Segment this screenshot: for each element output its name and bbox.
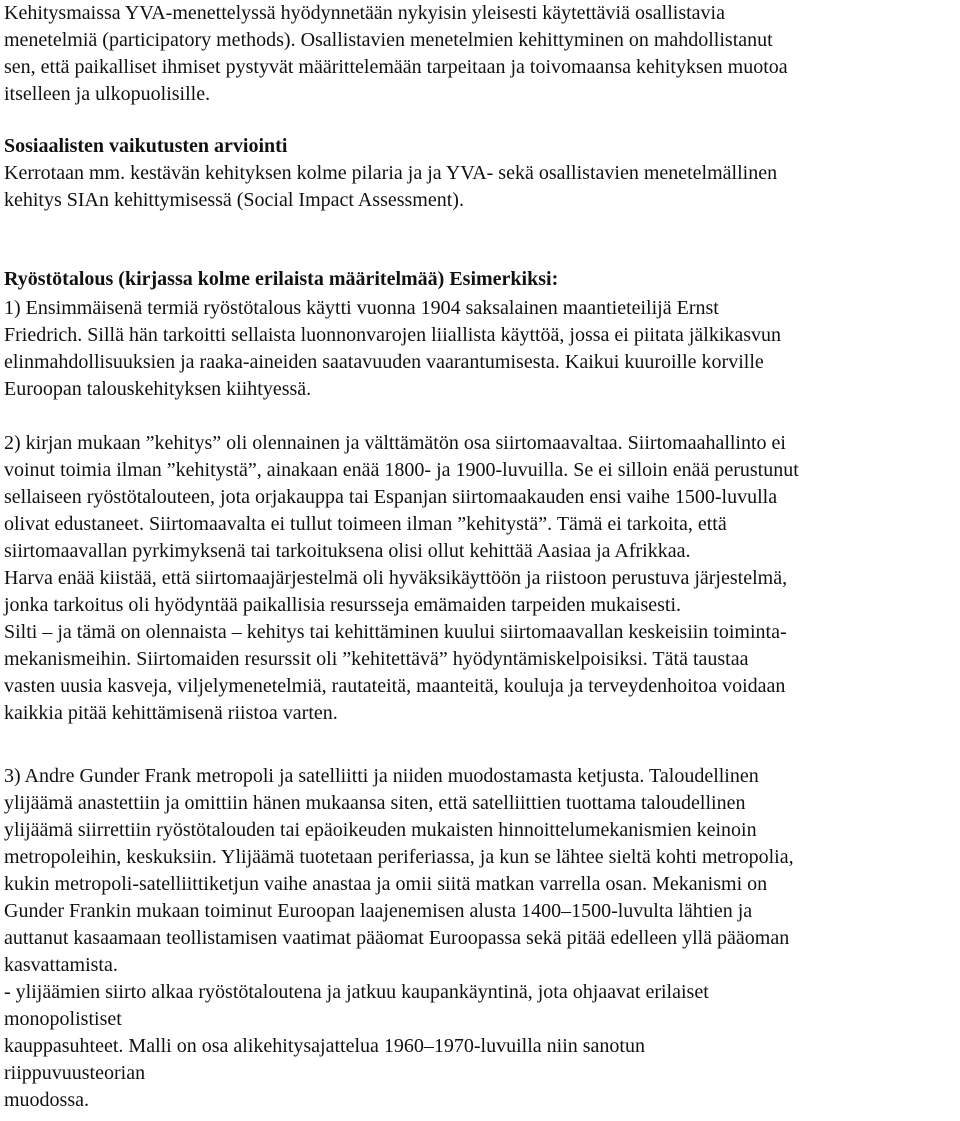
point3-line: 3) Andre Gunder Frank metropoli ja satelliitti ja niiden muodostamasta ketjusta. Taloudellinen [4,765,759,787]
point3-line: - ylijäämien siirto alkaa ryöstötaloutena ja jatkuu kaupankäyntinä, jota ohjaavat erilaiset [4,981,709,1003]
point3-line: kasvattamista. [4,954,118,976]
point2-line: voinut toimia ilman ”kehitystä”, ainakaan enää 1800- ja 1900-luvuilla. Se ei silloin enää perustunut [4,459,799,481]
point2-line: mekanismeihin. Siirtomaiden resurssit oli ”kehitettävä” hyödyntämiskelpoisiksi. Tätä taustaa [4,648,749,670]
point3-line: Gunder Frankin mukaan toiminut Euroopan laajenemisen alusta 1400–1500-luvulta lähtien ja [4,900,753,922]
section-heading-robbery: Ryöstötalous (kirjassa kolme erilaista määritelmää) Esimerkiksi: [4,268,559,290]
point2-line: kaikkia pitää kehittämisenä riistoa varten. [4,702,338,724]
intro-line: itselleen ja ulkopuolisille. [4,83,211,105]
section-heading-sia: Sosiaalisten vaikutusten arviointi [4,135,288,157]
point2-line: Silti – ja tämä on olennaista – kehitys tai kehittäminen kuului siirtomaavallan keskeisiin toiminta- [4,621,787,643]
point2-line: jonka tarkoitus oli hyödyntää paikallisia resursseja emämaiden tarpeiden mukaisesti. [4,594,682,616]
point3-line: kukin metropoli-satelliittiketjun vaihe anastaa ja omii siitä matkan varrella osan. Mekanismi on [4,873,768,895]
point2-line: vasten uusia kasveja, viljelymenetelmiä, rautateitä, maanteitä, kouluja ja terveydenhoitoa voidaan [4,675,786,697]
point1-line: elinmahdollisuuksien ja raaka-aineiden saatavuuden vaarantumisesta. Kaikui kuuroille korville [4,351,764,373]
point1-line: Euroopan talouskehityksen kiihtyessä. [4,378,312,400]
point3-line: kauppasuhteet. Malli on osa alikehitysajattelua 1960–1970-luvuilla niin sanotun [4,1035,645,1057]
intro-line: Kehitysmaissa YVA-menettelyssä hyödynnetään nykyisin yleisesti käytettäviä osallistavia [4,2,725,24]
point3-line: ylijäämä anastettiin ja omittiin hänen mukaansa siten, että satelliittien tuottama taloudellinen [4,792,746,814]
sia-line: kehitys SIAn kehittymisessä (Social Impact Assessment). [4,189,464,211]
sia-line: Kerrotaan mm. kestävän kehityksen kolme pilaria ja ja YVA- sekä osallistavien menetelmällinen [4,162,778,184]
point3-line: riippuvuusteorian [4,1062,146,1084]
point2-line: olivat edustaneet. Siirtomaavalta ei tullut toimeen ilman ”kehitystä”. Tämä ei tarkoita, että [4,513,727,535]
point2-line: Harva enää kiistää, että siirtomaajärjestelmä oli hyväksikäyttöön ja riistoon perustuva järjestelmä, [4,567,788,589]
point3-line: muodossa. [4,1089,89,1111]
point2-line: sellaiseen ryöstötalouteen, jota orjakauppa tai Espanjan siirtomaakauden ensi vaihe 1500-luvulla [4,486,778,508]
point3-line: metropoleihin, keskuksiin. Ylijäämä tuotetaan periferiassa, ja kun se lähtee sieltä kohti metropolia, [4,846,794,868]
point1-line: 1) Ensimmäisenä termiä ryöstötalous käytti vuonna 1904 saksalainen maantieteilijä Ernst [4,297,719,319]
point1-line: Friedrich. Sillä hän tarkoitti sellaista luonnonvarojen liiallista käyttöä, jossa ei piitata jälkikasvun [4,324,782,346]
point3-line: ylijäämä siirrettiin ryöstötalouden tai epäoikeuden mukaisten hinnoittelumekanismien keinoin [4,819,757,841]
point2-line: 2) kirjan mukaan ”kehitys” oli olennainen ja välttämätön osa siirtomaavaltaa. Siirtomaahallinto ei [4,432,786,454]
point2-line: siirtomaavallan pyrkimyksenä tai tarkoituksena olisi ollut kehittää Aasiaa ja Afrikkaa. [4,540,691,562]
point3-line: monopolistiset [4,1008,122,1030]
intro-line: sen, että paikalliset ihmiset pystyvät määrittelemään tarpeitaan ja toivomaansa kehityksen muotoa [4,56,788,78]
point3-line: auttanut kasaamaan teollistamisen vaatimat pääomat Euroopassa sekä pitää edelleen yllä pääoman [4,927,790,949]
intro-line: menetelmiä (participatory methods). Osallistavien menetelmien kehittyminen on mahdollistanut [4,29,773,51]
